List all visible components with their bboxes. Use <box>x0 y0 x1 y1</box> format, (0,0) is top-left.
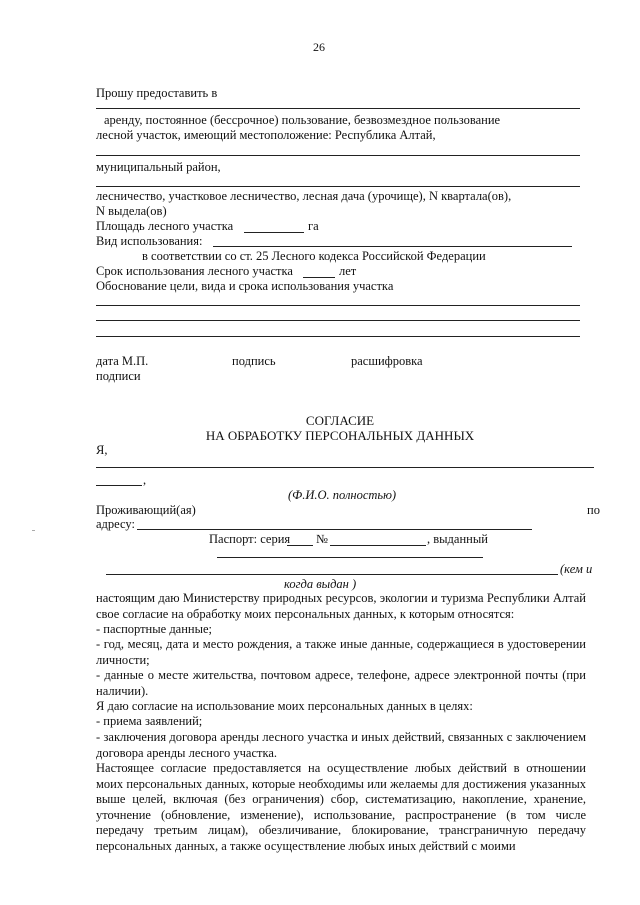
line-just-3[interactable] <box>96 336 580 337</box>
consent-paragraph-2: Я даю согласие на использование моих персональных данных в целях: <box>96 699 473 713</box>
rent-types: аренду, постоянное (бессрочное) пользование, безвозмездное пользование <box>104 113 501 127</box>
passport-series-field[interactable] <box>287 545 313 546</box>
plot-number: N выдела(ов) <box>96 204 167 218</box>
fio-hint: (Ф.И.О. полностью) <box>288 488 397 502</box>
usage-note: в соответствии со ст. 25 Лесного кодекса Российской Федерации <box>142 249 486 263</box>
area-unit: га <box>308 219 319 233</box>
term-unit: лет <box>339 264 357 278</box>
consent-paragraph-1: настоящим даю Министерству природных ресурсов, экологии и туризма Республики Алтай свое согласие на обработку моих персональных данных, к которым относятся: <box>96 591 586 621</box>
term-field[interactable] <box>303 277 335 278</box>
passport-issued: , выданный <box>427 532 488 546</box>
consent-item-contract: - заключения договора аренды лесного участка и иных действий, связанных с заключением договора аренды лесного участка. <box>96 730 586 760</box>
request-intro: Прошу предоставить в <box>96 86 218 100</box>
po-label: по <box>587 503 600 517</box>
consent-title-1: СОГЛАСИЕ <box>305 413 375 428</box>
term-label: Срок использования лесного участка <box>96 264 293 278</box>
sign-signature: подпись <box>232 354 276 368</box>
when-issued: когда выдан ) <box>284 577 357 591</box>
area-field[interactable] <box>244 232 304 233</box>
living-label: Проживающий(ая) <box>96 503 196 517</box>
fio-field[interactable] <box>96 467 594 468</box>
line-just-1[interactable] <box>96 305 580 306</box>
consent-ya: Я, <box>96 443 108 457</box>
line-district <box>96 186 580 187</box>
district: муниципальный район, <box>96 160 221 174</box>
usage-label: Вид использования: <box>96 234 203 248</box>
by-whom: (кем и <box>560 562 593 576</box>
sign-decode: расшифровка <box>351 354 423 368</box>
usage-field[interactable] <box>213 246 572 247</box>
location: лесной участок, имеющий местоположение: Республика Алтай, <box>96 128 436 142</box>
page-number: 26 <box>313 40 325 54</box>
sign-decode-2: подписи <box>96 369 141 383</box>
consent-item-passport: - паспортные данные; <box>96 622 213 636</box>
passport-series: Паспорт: серия <box>209 532 291 546</box>
address-field[interactable] <box>137 529 532 530</box>
sign-date: дата М.П. <box>96 354 149 368</box>
issued-field-1[interactable] <box>217 557 483 558</box>
line-location <box>96 155 580 156</box>
line-intro <box>96 108 580 109</box>
consent-title-2: НА ОБРАБОТКУ ПЕРСОНАЛЬНЫХ ДАННЫХ <box>205 428 475 443</box>
forestry: лесничество, участковое лесничество, лесная дача (урочище), N квартала(ов), <box>96 189 512 203</box>
area-label: Площадь лесного участка <box>96 219 234 233</box>
line-just-2[interactable] <box>96 320 580 321</box>
justification: Обоснование цели, вида и срока использования участка <box>96 279 394 293</box>
scan-mark <box>32 530 35 531</box>
fio-comma: , <box>143 473 147 487</box>
passport-num-field[interactable] <box>330 545 426 546</box>
consent-paragraph-3: Настоящее согласие предоставляется на осуществление любых действий в отношении моих персональных данных, которые необходимы или желаемы для достижения указанных выше целей, включая (без ограничения) сбор, систематизацию, накопление, хранение, уточнение (обновление, изменение), использование, распространение (в том числе передачу третьим лицам), обезличивание, блокирование, трансграничную передачу персональных данных, а также осуществление любых иных действий с моими <box>96 761 586 853</box>
address-label: адресу: <box>96 517 135 531</box>
fio-field-2[interactable] <box>96 485 142 486</box>
consent-item-birth: - год, месяц, дата и место рождения, а также иные данные, содержащиеся в удостоверении личности; <box>96 637 586 667</box>
issued-field-2[interactable] <box>106 574 558 575</box>
consent-item-applications: - приема заявлений; <box>96 714 203 728</box>
consent-item-address: - данные о месте жительства, почтовом адресе, телефоне, адресе электронной почты (при наличии). <box>96 668 586 698</box>
passport-num: № <box>316 532 328 546</box>
